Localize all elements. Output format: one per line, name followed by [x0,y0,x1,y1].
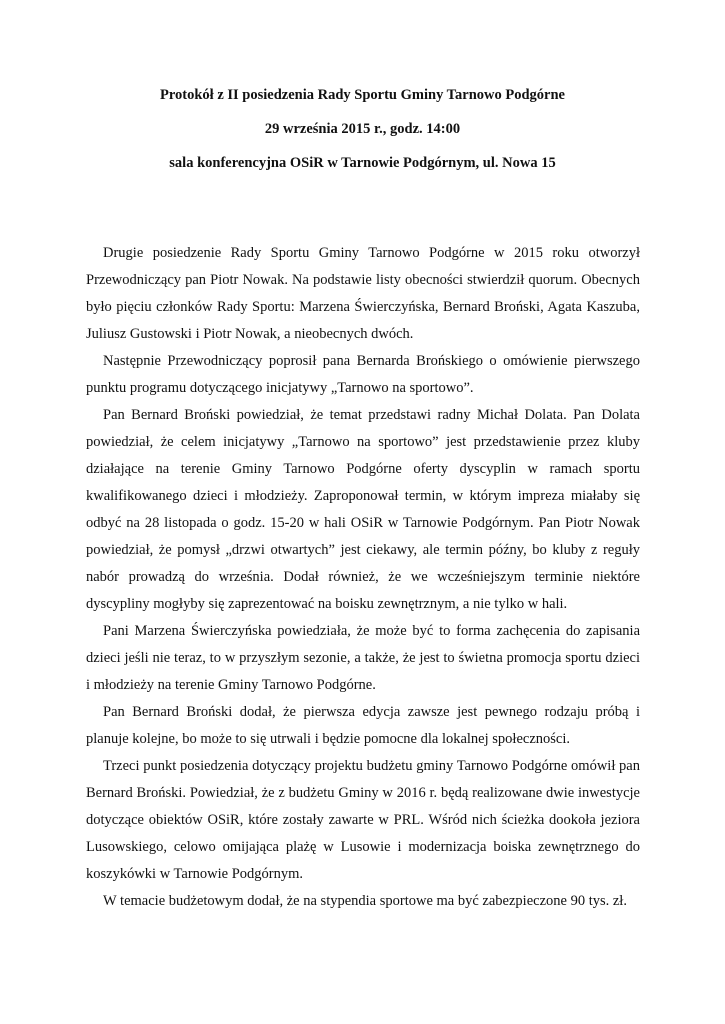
meeting-location: sala konferencyjna OSiR w Tarnowie Podgórnym, ul. Nowa 15 [169,155,556,171]
meeting-date-time: 29 września 2015 r., godz. 14:00 [264,121,461,137]
document-title: Protokół z II posiedzenia Rady Sportu Gminy Tarnowo Podgórne [160,87,565,103]
body-paragraph: Następnie Przewodniczący poprosił pana Bernarda Brońskiego o omówienie pierwszego punktu programu dotyczącego inicjatywy „Tarnowo na sportowo”. [86,353,640,396]
body-paragraph: W temacie budżetowym dodał, że na stypendia sportowe ma być zabezpieczone 90 tys. zł. [103,893,627,909]
body-paragraph: Drugie posiedzenie Rady Sportu Gminy Tarnowo Podgórne w 2015 roku otworzył Przewodniczący pan Piotr Nowak. Na podstawie listy obecności stwierdził quorum. Obecnych było pięciu członków Rady Sportu: Marzena Świerczyńska, Bernard Broński, Agata Kaszuba, Juliusz Gustowski i Piotr Nowak, a nieobecnych dwóch. [86,245,640,342]
body-paragraph: Pan Bernard Broński powiedział, że temat przedstawi radny Michał Dolata. Pan Dolata powiedział, że celem inicjatywy „Tarnowo na sportowo” jest przedstawienie przez kluby działające na terenie Gminy Tarnowo Podgórne oferty dyscyplin w ramach sportu kwalifikowanego dzieci i młodzieży. Zaproponował termin, w którym impreza miałaby się odbyć na 28 listopada o godz. 15-20 w hali OSiR w Tarnowie Podgórnym. Pan Piotr Nowak powiedział, że pomysł „drzwi otwartych” jest ciekawy, ale termin późny, bo kluby z reguły nabór prowadzą do września. Dodał również, że we wcześniejszym terminie niektóre dyscypliny mogłyby się zaprezentować na boisku zewnętrznym, a nie tylko w hali. [86,407,640,612]
body-paragraph: Pan Bernard Broński dodał, że pierwsza edycja zawsze jest pewnego rodzaju próbą i planuje kolejne, bo może to się utrwali i będzie pomocne dla lokalnej społeczności. [86,704,640,747]
document-body [86,240,640,915]
body-paragraph: Pani Marzena Świerczyńska powiedziała, że może być to forma zachęcenia do zapisania dzieci jeśli nie teraz, to w przyszłym sezonie, a także, że jest to świetna promocja sportu dzieci i młodzieży na terenie Gminy Tarnowo Podgórne. [86,623,640,693]
body-paragraph: Trzeci punkt posiedzenia dotyczący projektu budżetu gminy Tarnowo Podgórne omówił pan Bernard Broński. Powiedział, że z budżetu Gminy w 2016 r. będą realizowane dwie inwestycje dotyczące obiektów OSiR, które zostały zawarte w PRL. Wśród nich ścieżka dookoła jeziora Lusowskiego, celowo omijająca plażę w Lusowie i modernizacja boiska zewnętrznego do koszykówki w Tarnowie Podgórnym. [86,758,640,882]
